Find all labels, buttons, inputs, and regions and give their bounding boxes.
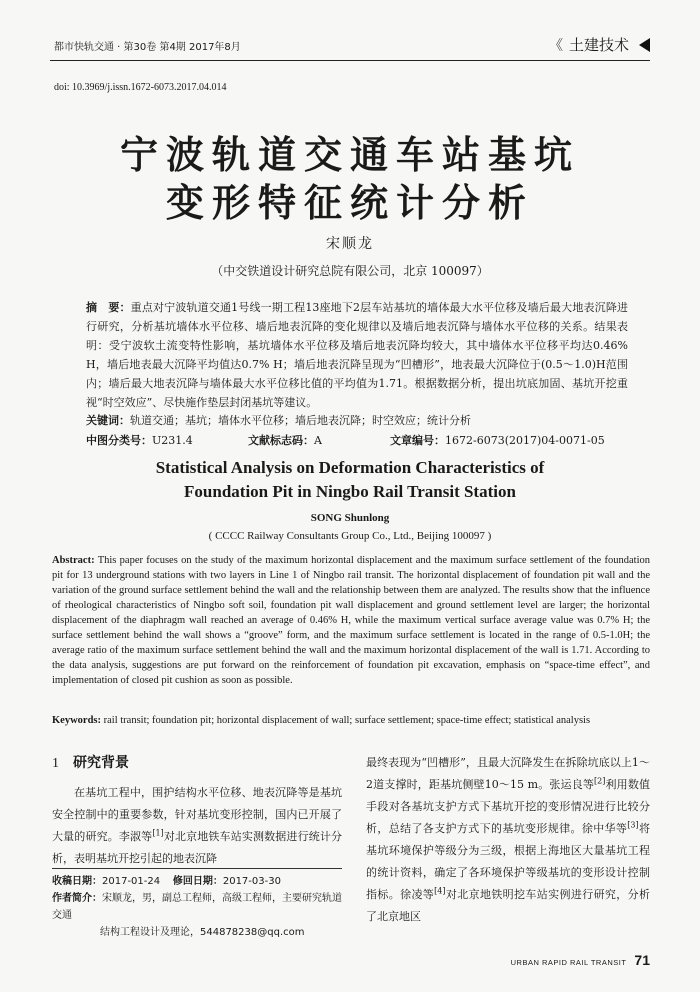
abstract-en bbox=[52, 553, 650, 688]
bio-line1: 宋顺龙，男，副总工程师，高级工程师，主要研究轨道交通 bbox=[52, 893, 342, 921]
received-date: 2017-01-24 bbox=[102, 876, 161, 887]
affiliation-cn: （中交铁道设计研究总院有限公司，北京 100097） bbox=[211, 264, 489, 278]
keywords-cn bbox=[86, 412, 628, 428]
body-text: 对北京地铁明挖车站实例进行研究，分析了北京地区 bbox=[366, 888, 651, 923]
citation-2: [2] bbox=[594, 776, 606, 786]
citation-4: [4] bbox=[434, 886, 446, 896]
doc-code-value: A bbox=[314, 434, 322, 447]
received-label: 收稿日期： bbox=[52, 876, 102, 887]
abstract-en-text: This paper focuses on the study of the maximum horizontal displacement and the maximum surface settlement of the foundation pit for 13 underground stations with two layers in Line 1 of Ningbo rail transit. The horizontal displacement of foundation pit wall and the variation of the ground surface settlement behind the wall and the relationship between them are analyzed. The results show that the influence of rheological characteristics of Ningbo soft soil, foundation pit wall displacement and ground settlement level are larger; the horizontal displacement of the diaphragm wall reached an average of 0.46% H, while the maximum vertical surface average value was 0.7% H; the surface settlement behind the wall shows a “groove” form, and the maximum surface settlement is located in the range of 0.5-1.0H; the average ratio of the maximum surface settlement behind the wall and the maximum horizontal displacement of the wall is 1.71. According to the data analysis, suggestions are put forward on the reinforcement of foundation pit excavation, emphasis on “space-time effect”, and implementation of closed pit cushion as soon as possible. bbox=[52, 555, 650, 686]
body-text: 在基坑工程中，围护结构水平位移、地表沉降等是基坑安全控制中的重要参数，针对基坑变形控制，国内已开展了大量的研究。李淑等 bbox=[52, 786, 342, 843]
keywords-cn-text: 轨道交通；基坑；墙体水平位移；墙后地表沉降；时空效应；统计分析 bbox=[130, 414, 471, 427]
body-text: 对北京地铁车站实测数据进行统计分析，表明基坑开挖引起的地表沉降 bbox=[52, 830, 343, 865]
abstract-cn-label: 摘 要： bbox=[86, 301, 131, 314]
article-no-value: 1672-6073(2017)04-0071-05 bbox=[445, 434, 605, 447]
clc-label: 中图分类号： bbox=[86, 434, 152, 447]
journal-name-en: URBAN RAPID RAIL TRANSIT bbox=[510, 958, 627, 967]
title-en-line1: Statistical Analysis on Deformation Characteristics of bbox=[155, 458, 545, 477]
column-label bbox=[549, 34, 650, 55]
revised-label: 修回日期： bbox=[172, 876, 223, 887]
author-en: SONG Shunlong bbox=[310, 512, 390, 524]
article-no-label: 文章编号： bbox=[390, 434, 445, 447]
citation-1: [1] bbox=[152, 828, 164, 838]
keywords-cn-label: 关键词： bbox=[86, 414, 130, 427]
author-cn: 宋顺龙 bbox=[326, 236, 374, 252]
body-paragraph bbox=[52, 782, 342, 870]
keywords-en bbox=[52, 713, 650, 728]
title-cn-line2: 变形特征统计分析 bbox=[165, 181, 534, 225]
clc-value: U231.4 bbox=[152, 434, 193, 447]
bio-label: 作者简介： bbox=[52, 893, 102, 904]
abstract-en-label: Abstract: bbox=[52, 555, 95, 566]
body-column-right bbox=[366, 752, 650, 928]
body-text: 最终表现为“凹槽形”，且最大沉降发生在拆除坑底以上1～2道支撑时，距基坑侧壁10～15 m。张运良等 bbox=[366, 756, 650, 791]
body-text: 将基坑环境保护等级分为三级，根据上海地区大量基坑工程的统计资料，确定了各环境保护等级基坑的变形设计控制指标。徐凌等 bbox=[366, 822, 651, 901]
section-number: 1 bbox=[52, 756, 59, 771]
doc-code-label: 文献标志码： bbox=[248, 434, 314, 447]
column-name: 土建技术 bbox=[568, 36, 629, 54]
title-en-line2: Foundation Pit in Ningbo Rail Transit Station bbox=[184, 482, 516, 501]
header-rule bbox=[50, 60, 650, 61]
abstract-cn-text: 重点对宁波轨道交通1号线一期工程13座地下2层车站基坑的墙体最大水平位移及墙后最大地表沉降进行研究，分析基坑墙体水平位移、墙后地表沉降的变化规律以及墙后地表沉降与墙体水平位移的关系。结果表明：受宁波软土流变特性影响，基坑墙体水平位移及墙后地表沉降均较大，其中墙体水平位移平均达0.46% H，墙后地表最大沉降平均值达0.7% H；墙后地表沉降呈现为“凹槽形”，地表最大沉降位于(0.5～1.0)H范围内；墙后最大地表沉降与墙体最大水平位移比值的平均值为1.71。根据数据分析，提出坑底加固、基坑开挖重视“时空效应”、尽快施作垫层封闭基坑等建议。 bbox=[86, 301, 628, 409]
title-cn-line1: 宁波轨道交通车站基坑 bbox=[119, 133, 580, 177]
page-number: 71 bbox=[634, 952, 650, 968]
bio-line2: 结构工程设计及理论，544878238@qq.com bbox=[100, 927, 305, 938]
section-title: 研究背景 bbox=[73, 755, 129, 771]
keywords-en-label: Keywords: bbox=[52, 715, 101, 726]
footnote bbox=[52, 873, 344, 941]
revised-date: 2017-03-30 bbox=[222, 876, 281, 887]
section-heading bbox=[52, 752, 342, 772]
body-column-left bbox=[52, 752, 342, 870]
keywords-en-text: rail transit; foundation pit; horizontal displacement of wall; surface settlement; space-time effect; statistical analysis bbox=[101, 715, 591, 726]
body-text: 利用数值手段对各基坑支护方式下基坑开挖的变形情况进行比较分析，总结了各支护方式下的基坑变形规律。徐中华等 bbox=[366, 778, 650, 835]
double-chevron-left-icon: 《 bbox=[548, 37, 563, 54]
page-footer bbox=[511, 952, 650, 968]
triangle-left-icon bbox=[639, 38, 650, 52]
body-paragraph bbox=[366, 752, 650, 928]
affiliation-en: ( CCCC Railway Consultants Group Co., Ltd., Beijing 100097 ) bbox=[208, 530, 492, 542]
footnote-rule bbox=[52, 868, 342, 869]
abstract-cn bbox=[86, 298, 628, 412]
journal-info: 都市快轨交通 · 第30卷 第4期 2017年8月 bbox=[54, 42, 241, 53]
citation-3: [3] bbox=[627, 820, 639, 830]
doi: doi: 10.3969/j.issn.1672-6073.2017.04.014 bbox=[54, 82, 227, 93]
